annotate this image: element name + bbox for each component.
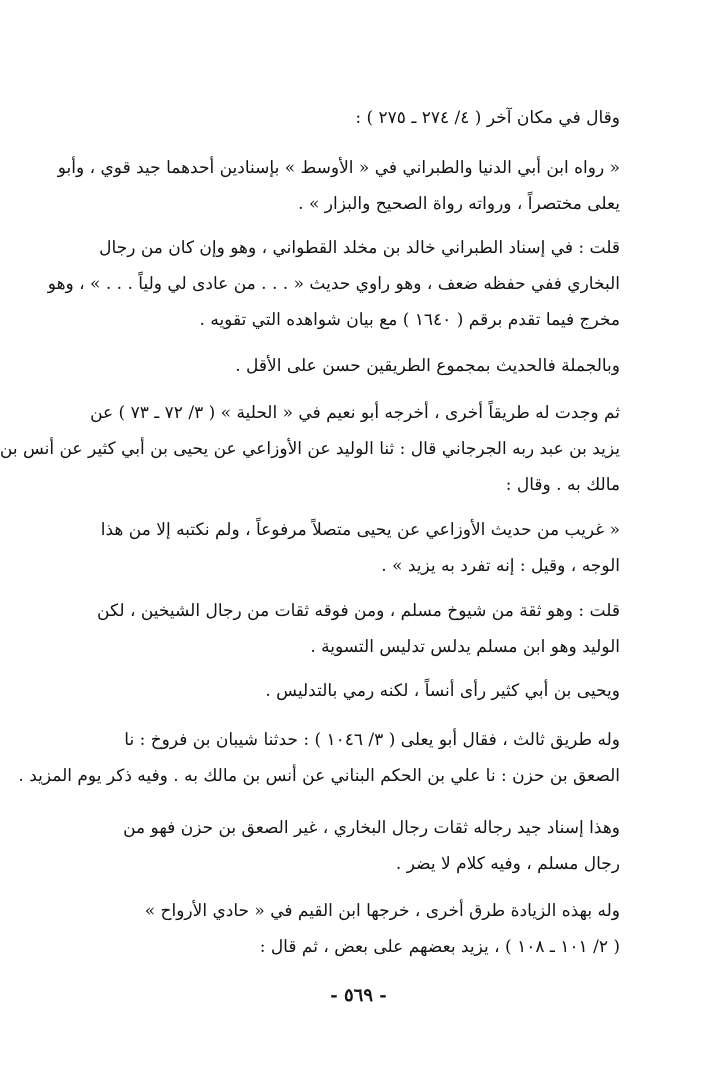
paragraph-6-quote (80, 512, 620, 584)
text-line: ويحيى بن أبي كثير رأى أنساً ، لكنه رمي بالتدليس . (265, 681, 620, 701)
paragraph-2-quote (57, 150, 620, 222)
text-line: البخاري ففي حفظه ضعف ، وهو راوي حديث « . . . من عادى لي ولياً . . . » ، وهو (47, 274, 620, 294)
text-line: رجال مسلم ، وفيه كلام لا يضر . (395, 854, 620, 874)
paragraph-3 (47, 230, 620, 338)
text-line: قلت : وهو ثقة من شيوخ مسلم ، ومن فوقه ثقات من رجال الشيخين ، لكن (97, 601, 620, 621)
paragraph-8 (80, 673, 620, 709)
paragraph-4 (80, 348, 620, 384)
text-line: ( ٢/ ١٠١ ـ ١٠٨ ) ، يزيد بعضهم على بعض ، ثم قال : (259, 937, 620, 957)
paragraph-1 (80, 100, 620, 136)
paragraph-5 (0, 395, 620, 503)
paragraph-11 (80, 893, 620, 965)
text-line: الوجه ، وقيل : إنه تفرد به يزيد » . (381, 556, 620, 576)
text-line: مخرج فيما تقدم برقم ( ١٦٤٠ ) مع بيان شواهده التي تقويه . (199, 310, 620, 330)
text-line: يعلى مختصراً ، ورواته رواة الصحيح والبزار » . (298, 194, 620, 214)
text-line: الصعق بن حزن : نا علي بن الحكم البناني عن أنس بن مالك به . وفيه ذكر يوم المزيد . (18, 766, 620, 786)
text-line: وقال في مكان آخر ( ٤/ ٢٧٤ ـ ٢٧٥ ) : (355, 108, 620, 128)
paragraph-10 (80, 810, 620, 882)
text-line: وبالجملة فالحديث بمجموع الطريقين حسن على الأقل . (235, 356, 620, 376)
text-line: وله بهذه الزيادة طرق أخرى ، خرجها ابن القيم في « حادي الأرواح » (144, 901, 620, 921)
text-line: وهذا إسناد جيد رجاله ثقات رجال البخاري ، غير الصعق بن حزن فهو من (123, 818, 620, 838)
page-number: - ٥٦٩ - (330, 985, 387, 1006)
text-line: الوليد وهو ابن مسلم يدلس تدليس التسوية . (310, 637, 620, 657)
text-line: يزيد بن عبد ربه الجرجاني قال : ثنا الوليد عن الأوزاعي عن يحيى بن أبي كثير عن أنس بن (0, 439, 620, 459)
text-line: « رواه ابن أبي الدنيا والطبراني في « الأوسط » بإسنادين أحدهما جيد قوي ، وأبو (57, 158, 620, 178)
paragraph-7 (80, 593, 620, 665)
text-line: قلت : في إسناد الطبراني خالد بن مخلد القطواني ، وهو وإن كان من رجال (99, 238, 620, 258)
text-line: وله طريق ثالث ، فقال أبو يعلى ( ٣/ ١٠٤٦ ) : حدثنا شيبان بن فروخ : نا (124, 730, 620, 750)
text-line: « غريب من حديث الأوزاعي عن يحيى متصلاً مرفوعاً ، ولم نكتبه إلا من هذا (100, 520, 620, 540)
text-line: مالك به . وقال : (505, 475, 620, 495)
paragraph-9 (18, 722, 620, 794)
text-line: ثم وجدت له طريقاً أخرى ، أخرجه أبو نعيم في « الحلية » ( ٣/ ٧٢ ـ ٧٣ ) عن (90, 403, 620, 423)
